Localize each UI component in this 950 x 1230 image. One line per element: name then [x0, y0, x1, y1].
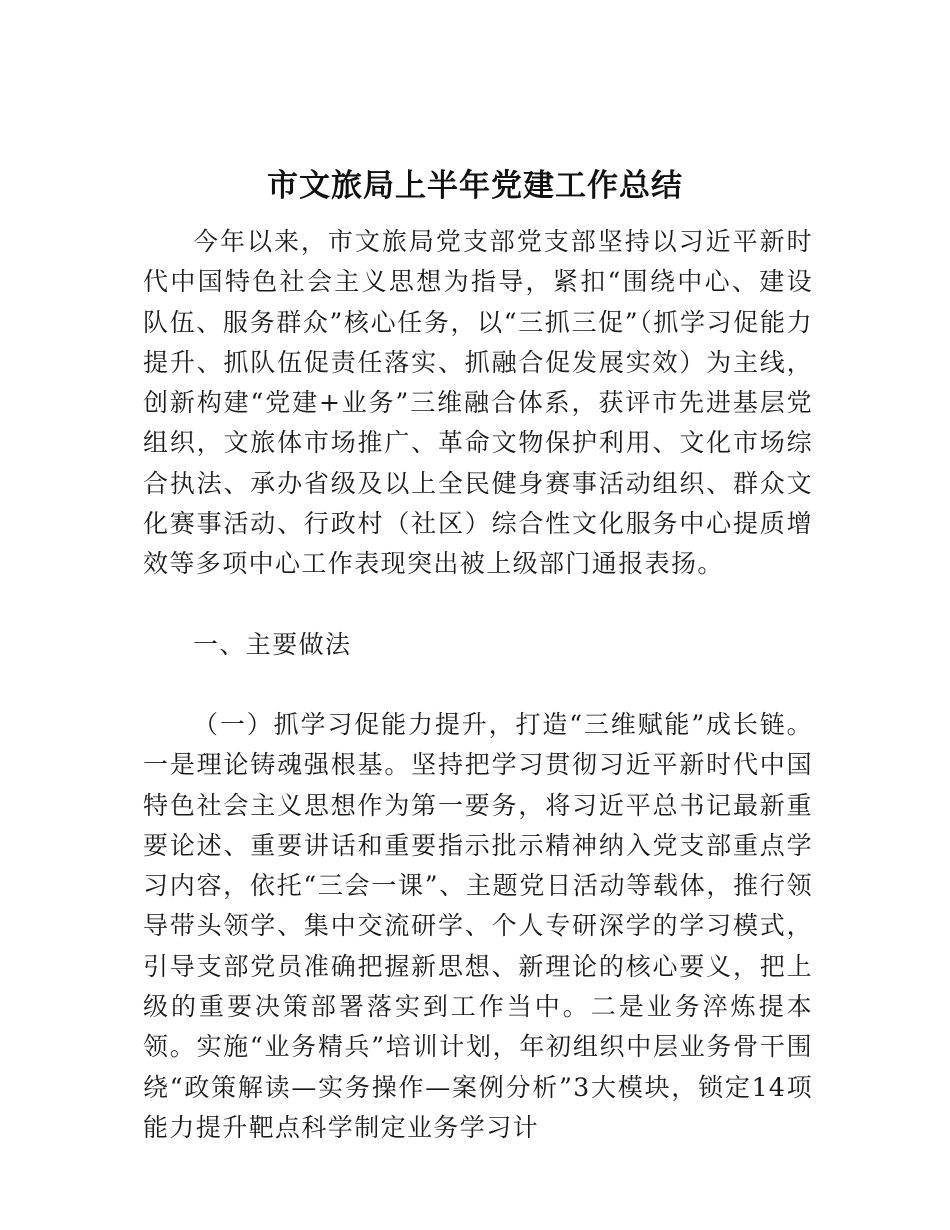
- paragraph-gap: [143, 585, 813, 625]
- document-body: [143, 222, 813, 1148]
- subsection-paragraph: （一）抓学习促能力提升，打造“三维赋能”成长链。一是理论铸魂强根基。坚持把学习贯彻习近平新时代中国特色社会主义思想作为第一要务，将习近平总书记最新重要论述、重要讲话和重要指示批示精神纳入党支部重点学习内容，依托“三会一课”、主题党日活动等载体，推行领导带头领学、集中交流研学、个人专研深学的学习模式，引导支部党员准确把握新思想、新理论的核心要义，把上级的重要决策部署落实到工作当中。二是业务淬炼提本领。实施“业务精兵”培训计划，年初组织中层业务骨干围绕“政策解读—实务操作—案例分析”3大模块，锁定14项能力提升靶点科学制定业务学习计: [143, 709, 813, 1142]
- intro-paragraph: 今年以来，市文旅局党支部党支部坚持以习近平新时代中国特色社会主义思想为指导，紧扣“围绕中心、建设队伍、服务群众”核心任务，以“三抓三促”（抓学习促能力提升、抓队伍促责任落实、抓融合促发展实效）为主线，创新构建“党建+业务”三维融合体系，获评市先进基层党组织，文旅体市场推广、革命文物保护利用、文化市场综合执法、承办省级及以上全民健身赛事活动组织、群众文化赛事活动、行政村（社区）综合性文化服务中心提质增效等多项中心工作表现突出被上级部门通报表扬。: [143, 227, 813, 579]
- section-heading: 一、主要做法: [193, 629, 352, 659]
- document-title: 市文旅局上半年党建工作总结: [267, 168, 683, 204]
- paragraph-gap: [143, 665, 813, 705]
